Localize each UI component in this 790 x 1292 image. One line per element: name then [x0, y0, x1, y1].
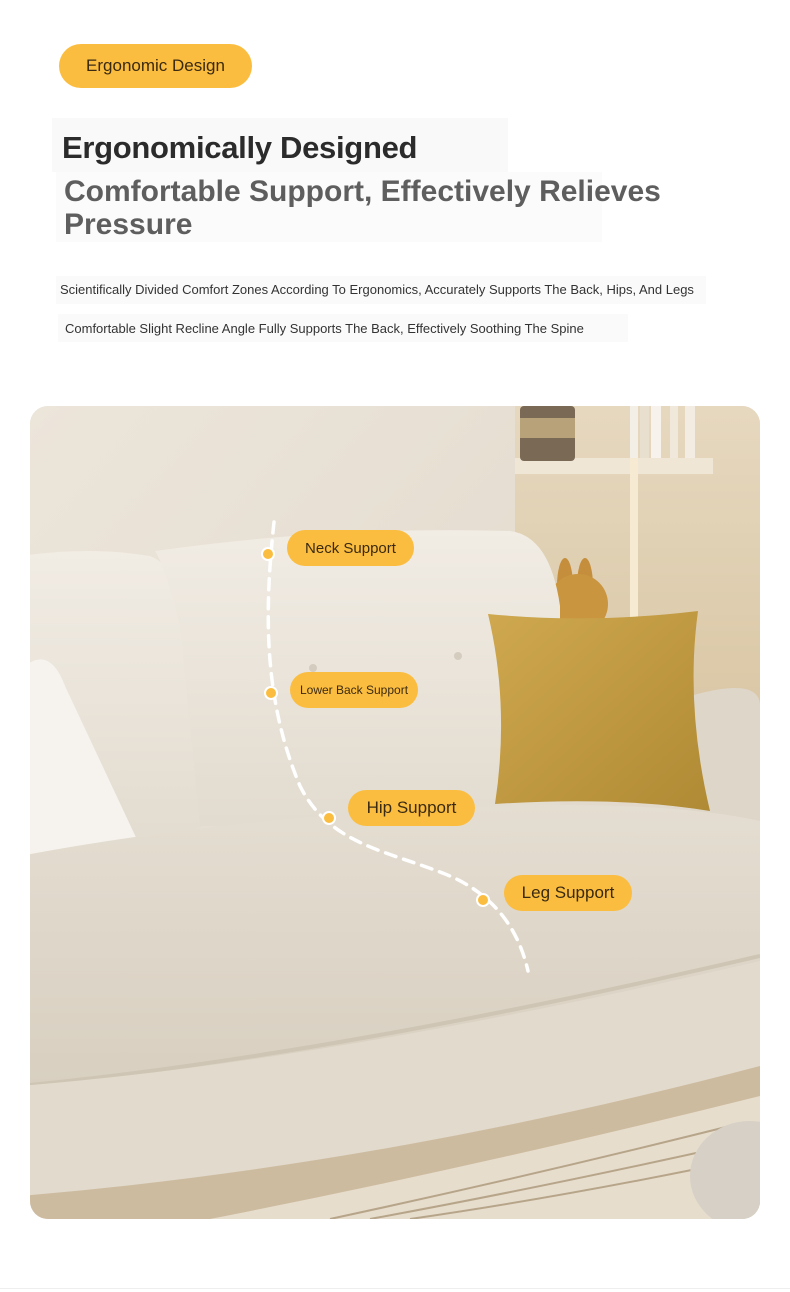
neck-support-callout: Neck Support	[287, 530, 414, 566]
cushion-button	[454, 652, 462, 660]
cushion-button	[309, 664, 317, 672]
sofa-photo	[30, 406, 760, 1219]
page-title: Ergonomically Designed	[62, 130, 418, 165]
vase-band	[520, 418, 575, 438]
throw-pillow-mustard	[488, 611, 710, 811]
leg-support-point	[476, 893, 490, 907]
divider	[0, 1288, 790, 1289]
description-line-2: Comfortable Slight Recline Angle Fully Supports The Back, Effectively Soothing The Spine	[65, 321, 584, 336]
neck-support-point	[261, 547, 275, 561]
hip-support-callout: Hip Support	[348, 790, 475, 826]
book	[640, 406, 649, 458]
page-subtitle: Comfortable Support, Effectively Relieves Pressure	[64, 175, 661, 241]
ergonomic-design-badge: Ergonomic Design	[59, 44, 252, 88]
book	[685, 406, 695, 458]
leg-support-callout: Leg Support	[504, 875, 632, 911]
book	[630, 406, 638, 458]
lower-back-support-callout: Lower Back Support	[290, 672, 418, 708]
hip-support-point	[322, 811, 336, 825]
lower-back-support-point	[264, 686, 278, 700]
book	[670, 406, 678, 458]
description-line-1: Scientifically Divided Comfort Zones According To Ergonomics, Accurately Supports The Back, Hips, And Legs	[60, 282, 694, 297]
book	[651, 406, 661, 458]
